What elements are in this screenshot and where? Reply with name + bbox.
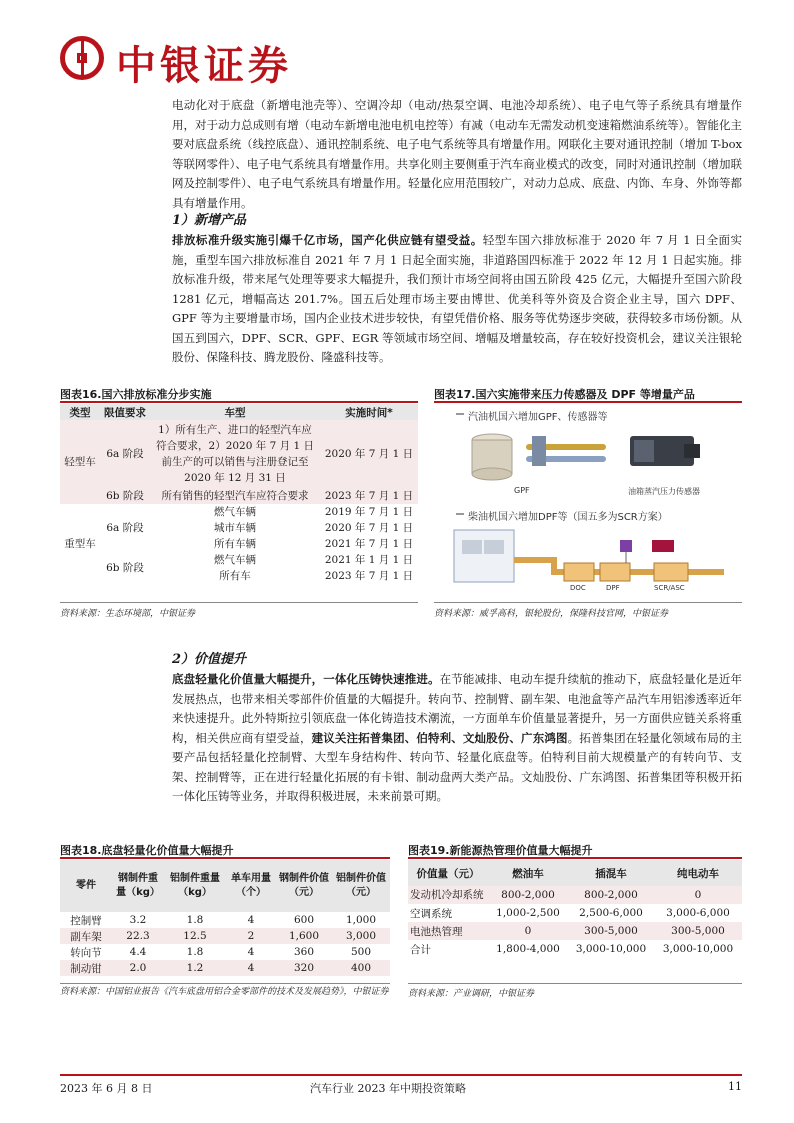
fig16-model: 所有车: [219, 570, 251, 582]
footer-rule: [60, 1074, 742, 1076]
fig17-label-scr: SCR/ASC: [654, 584, 685, 592]
fig19-cell: 3,000-10,000: [575, 943, 647, 955]
section2-recommendation: 建议关注拓普集团、伯特利、文灿股份、广东鸿图: [311, 730, 568, 745]
table-row: [408, 904, 742, 922]
fig18-cell: 400: [350, 962, 372, 974]
fig18-cell: 4: [247, 962, 255, 974]
fig18-header: 零件: [60, 860, 112, 912]
fig16-time: 2021 年 1 月 1 日: [324, 554, 414, 566]
section2-text-1: 在节能减排、电动车提升续航的推动下，底盘轻量化是近年发展热点，也带来相关零部件价值量的大幅提升。转向节、控制臂、副车架、电池盒等产品汽车用铝渗透率近年来快速提升。此外特斯拉引领底盘一体化铸造技术潮流，一方面单车价值量显著提升，另一方面供应链关系将重构，相关供应商有望受益，: [172, 672, 743, 745]
fig16-model: 燃气车辆: [214, 554, 256, 566]
intro-paragraph: 电动化对于底盘（新增电池壳等）、空调冷却（电动/热泵空调、电池冷却系统）、电子电气等子系统具有增量作用，对于动力总成则有增（电动车新增电池电机电控等）有减（电动车无需发动机变速箱燃油系统等）。智能化主要对底盘系统（线控底盘）、通讯控制系统、电子电气系统等具有增量作用。网联化主要对通讯控制（增加 T-box 等联网零件）、电子电气系统具有增量作用。共享化则主要侧重于汽车商业模式的改变，同时对通讯控制（增加联网及控制零件）、电子电气系统具有增量作用。轻量化应用范围较广，对动力总成、底盘、内饰、车身、外饰等都具有增量作用。: [172, 98, 742, 210]
fig17-title: 图表17.国六实施带来压力传感器及 DPF 等增量产品: [434, 388, 695, 401]
fig19-cell: 800-2,000: [584, 889, 638, 901]
fig16-time: 2020 年 7 月 1 日: [324, 522, 414, 534]
fig19-cell: 1,800-4,000: [496, 943, 560, 955]
fig18-cell: 500: [350, 946, 372, 958]
section-heading-value-increase: 2）价值提升: [172, 652, 247, 667]
fig16-model: 1）所有生产、进口的轻型汽车应符合要求，2）2020 年 7 月 1 日前生产的可以销售与注册登记至 2020 年 12 月 31 日: [156, 424, 314, 484]
fig18-header: 单车用量（个）: [226, 860, 276, 912]
section1-text: 轻型车国六排放标准于 2020 年 7 月 1 日全面实施，重型车国六排放标准自 2021 年 7 月 1 日起全面实施，非道路国四标准于 2022 年 12 月 1 日起实施。排放标准升级，带来尾气处理等要求大幅提升，我们预计市场空间将由国五阶段 425 亿元，大幅提升至国六阶段 1281 亿元，增幅高达 201.7%。国五后处理市场主要由博世、优美科等外资及合资企业主导，国六 DPF、GPF 等为主要增量市场，国内企业技术进步较快，有望凭借价格、服务等优势逐步突破，获得较多市场份额。从国五到国六，DPF、SCR、GPF、EGR 等领域市场空间、增幅及增量较高，存在较好投资机会，建议关注银轮股份、保隆科技、腾龙股份、隆盛科技等。: [172, 233, 742, 364]
fig16-time: 2023 年 7 月 1 日: [324, 570, 414, 582]
fig16-header: 类型: [60, 404, 100, 420]
fig18-cell: 22.3: [126, 930, 150, 942]
fig18-header: 铝制件价值（元）: [332, 860, 390, 912]
fig19-cell: 1,000-2,500: [496, 907, 560, 919]
brand-name: 中银证券: [116, 43, 292, 89]
fig16-title: 图表16.国六排放标准分步实施: [60, 388, 212, 401]
fig16-stage: 6a 阶段: [106, 448, 144, 460]
fig17-source: 资料来源：威孚高科，银轮股份，保隆科技官网，中银证券: [434, 609, 669, 619]
fig18-cell: 320: [293, 962, 315, 974]
fig19-header: 插混车: [568, 860, 654, 886]
fig18-table: [60, 860, 390, 976]
fig16-model: 所有销售的轻型汽车应符合要求: [161, 490, 309, 502]
fig18-cell: 1.2: [186, 962, 204, 974]
table-row: [408, 886, 742, 904]
footer-doc-title: 汽车行业 2023 年中期投资策略: [310, 1082, 466, 1095]
fig18-cell: 转向节: [70, 946, 102, 959]
section1-lead: 排放标准升级实施引爆千亿市场，国产化供应链有望受益。: [172, 233, 483, 247]
fig17-illustration: [434, 400, 742, 600]
fig19-cell: 合计: [410, 943, 431, 956]
fig16-time: 2019 年 7 月 1 日: [324, 506, 414, 518]
fig19-cell: 0: [524, 925, 532, 937]
fig18-cell: 1,600: [288, 930, 320, 942]
fig19-table: [408, 860, 742, 958]
table-row: [60, 944, 390, 960]
fig16-time: 2020 年 7 月 1 日: [324, 448, 414, 460]
fig19-cell: 0: [694, 889, 702, 901]
fig18-cell: 2.0: [129, 962, 147, 974]
fig19-cell: 3,000-10,000: [662, 943, 734, 955]
fig18-cell: 600: [293, 914, 315, 926]
fig18-cell: 12.5: [183, 930, 207, 942]
table-row: [408, 940, 742, 958]
fig16-header: 实施时间*: [320, 404, 418, 420]
bank-logo-icon: [60, 36, 104, 80]
section2-text-2: 。拓普集团在轻量化领域布局的主要产品包括轻量化控制臂、大型车身结构件、转向节、轻量化底盘等。伯特利目前大规模量产的有转向节、支架、控制臂等，正在进行轻量化拓展的有卡钳、制动盘两大类产品。文灿股份、广东鸿图、拓普集团等积极开拓一体化压铸等业务，并取得积极进展，未来前景可期。: [172, 730, 743, 803]
fig16-stage: 6b 阶段: [106, 490, 144, 502]
fig16-stage: 6b 阶段: [106, 562, 144, 574]
section2-lead: 底盘轻量化价值量大幅提升，一体化压铸快速推进。: [172, 672, 440, 686]
fig16-time: 2021 年 7 月 1 日: [324, 538, 414, 550]
fig18-cell: 控制臂: [70, 914, 102, 927]
fig17-label-doc: DOC: [570, 584, 586, 592]
fig17-diagram: [434, 400, 742, 600]
fig19-cell: 电池热管理: [410, 925, 463, 938]
fig19-source: 资料来源：产业调研，中银证券: [408, 989, 535, 999]
pressure-sensor-icon: [630, 436, 700, 466]
table-row: [408, 922, 742, 940]
fig17-caption-gasoline: 汽油机国六增加GPF、传感器等: [468, 412, 608, 423]
fig18-cell: 1,000: [345, 914, 377, 926]
fig18-cell: 360: [293, 946, 315, 958]
injector-parts-icon: [526, 436, 606, 466]
section-heading-new-products: 1）新增产品: [172, 213, 247, 228]
fig16-bottom-rule: [60, 602, 418, 603]
fig19-bottom-rule: [408, 983, 742, 984]
fig16-source: 资料来源：生态环境部，中银证券: [60, 609, 196, 619]
fig18-rule: [60, 857, 390, 859]
fig19-cell: 2,500-6,000: [579, 907, 643, 919]
fig19-cell: 3,000-6,000: [666, 907, 730, 919]
fig19-cell: 300-5,000: [671, 925, 725, 937]
fig16-rule: [60, 401, 418, 403]
section1-paragraph: [172, 231, 742, 368]
fig16-stage: 6a 阶段: [106, 522, 144, 534]
fig16-model: 所有车辆: [214, 538, 256, 550]
table-row: [60, 960, 390, 976]
fig19-cell: 300-5,000: [584, 925, 638, 937]
fig16-header: 车型: [150, 404, 320, 420]
fig19-title: 图表19.新能源热管理价值量大幅提升: [408, 844, 593, 857]
fig17-caption-diesel: 柴油机国六增加DPF等（国五多为SCR方案）: [468, 512, 668, 523]
fig18-bottom-rule: [60, 983, 390, 984]
fig16-header: 限值要求: [100, 404, 150, 420]
fig19-cell: 空调系统: [410, 907, 452, 920]
fig18-cell: 1.8: [186, 914, 204, 926]
fig18-cell: 3,000: [345, 930, 377, 942]
fig17-label-dpf: DPF: [606, 584, 620, 592]
diesel-aftertreatment-diagram: [454, 530, 724, 582]
fig19-header: 纯电动车: [654, 860, 742, 886]
fig16-time: 2023 年 7 月 1 日: [324, 490, 414, 502]
fig19-rule: [408, 857, 742, 859]
fig19-header: 价值量（元）: [408, 860, 488, 886]
fig18-cell: 1.8: [186, 946, 204, 958]
fig19-cell: 800-2,000: [501, 889, 555, 901]
fig18-title: 图表18.底盘轻量化价值量大幅提升: [60, 844, 234, 857]
fig18-header: 铝制件重量（kg）: [164, 860, 226, 912]
table-row: [60, 928, 390, 944]
fig19-cell: 发动机冷却系统: [410, 888, 484, 901]
fig18-cell: 副车架: [70, 930, 102, 943]
fig18-cell: 制动钳: [70, 962, 102, 975]
table-row: [60, 912, 390, 928]
fig16-type-heavy: 重型车: [64, 538, 96, 550]
fig16-table: [60, 404, 418, 584]
fig18-cell: 4.4: [129, 946, 147, 958]
section2-paragraph: [172, 670, 742, 807]
footer-date: 2023 年 6 月 8 日: [60, 1082, 153, 1095]
page-number: 11: [728, 1080, 742, 1093]
page-header: [60, 26, 750, 89]
fig17-bottom-rule: [434, 602, 742, 603]
fig18-header: 钢制件价值（元）: [276, 860, 332, 912]
fig18-header: 钢制件重量（kg）: [112, 860, 164, 912]
fig16-model: 燃气车辆: [214, 506, 256, 518]
fig18-source: 资料来源：中国铝业报告《汽车底盘用铝合金零部件的技术及发展趋势》，中银证券: [60, 987, 389, 997]
fig17-label-gpf: GPF: [514, 486, 530, 495]
fig18-cell: 3.2: [129, 914, 147, 926]
fig18-cell: 4: [247, 914, 255, 926]
fig16-model: 城市车辆: [214, 522, 256, 534]
fig19-header: 燃油车: [488, 860, 568, 886]
fig16-type-light: 轻型车: [64, 456, 96, 468]
gpf-filter-icon: [472, 434, 512, 480]
fig18-cell: 2: [247, 930, 255, 942]
fig17-label-sensor: 油箱蒸汽压力传感器: [628, 487, 700, 496]
fig18-cell: 4: [247, 946, 255, 958]
